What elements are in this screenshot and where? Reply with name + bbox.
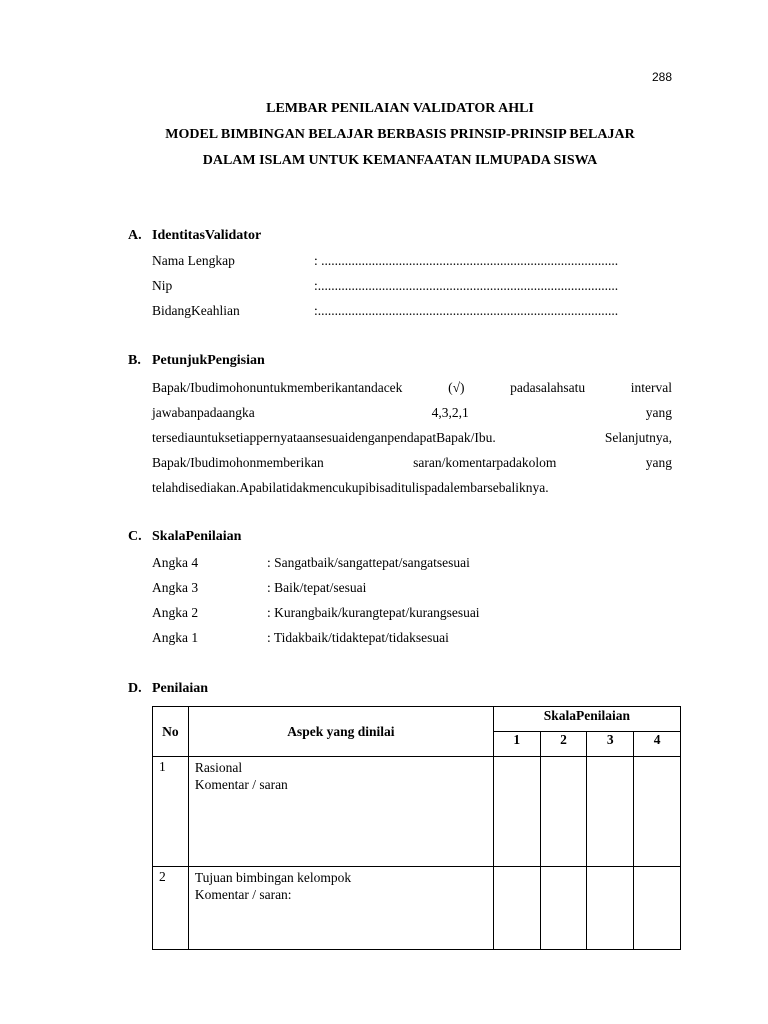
scale-col-1: 1: [493, 732, 540, 757]
instruction-word: Bapak/Ibudimohonuntukmemberikantandacek: [152, 380, 403, 395]
instruction-word: 4,3,2,1: [431, 405, 469, 420]
section-b-letter: B.: [128, 353, 141, 368]
instruction-word: (√): [448, 380, 465, 395]
instruction-line: [152, 379, 672, 404]
identity-label: BidangKeahlian: [152, 303, 240, 318]
section-b-heading: [128, 353, 265, 369]
identity-value: :.........................................................................................: [314, 278, 619, 293]
instruction-line: [152, 404, 672, 429]
score-cell-1[interactable]: [493, 757, 540, 867]
instruction-word: yang: [645, 405, 672, 420]
score-cell-3[interactable]: [587, 757, 634, 867]
instruction-word: Selanjutnya,: [604, 430, 672, 445]
assessment-table: [152, 706, 681, 950]
instruction-word: padasalahsatu: [510, 380, 586, 395]
instruction-word: tersediauntuksetiappernyataansesuaidenganpendapatBapak/Ibu.: [152, 430, 496, 445]
scale-col-4: 4: [634, 732, 681, 757]
row-number: 2: [153, 867, 189, 950]
section-c-letter: C.: [128, 529, 142, 544]
title-line-1: LEMBAR PENILAIAN VALIDATOR AHLI: [266, 101, 534, 116]
scale-col-2: 2: [540, 732, 587, 757]
section-a-heading: [128, 228, 261, 244]
identity-field-bidang: [152, 303, 618, 319]
instruction-line: [152, 429, 672, 454]
instruction-word: saran/komentarpadakolom: [413, 455, 557, 470]
col-header-no: No: [153, 707, 189, 757]
aspek-comment: Komentar / saran: [194, 777, 288, 792]
page-number: 288: [651, 70, 672, 84]
scale-col-3: 3: [587, 732, 634, 757]
title-line-3: DALAM ISLAM UNTUK KEMANFAATAN ILMUPADA SISWA: [202, 153, 598, 168]
row-number: 1: [153, 757, 189, 867]
instruction-line: [152, 479, 672, 504]
scale-item-2: [152, 605, 480, 621]
scale-desc: : Baik/tepat/sesuai: [267, 580, 367, 595]
table-row: [153, 867, 681, 950]
scale-item-4: [152, 555, 470, 571]
scale-label: Angka 2: [152, 605, 199, 620]
identity-label: Nip: [152, 278, 173, 293]
score-cell-1[interactable]: [493, 867, 540, 950]
score-cell-2[interactable]: [540, 867, 587, 950]
instruction-word: jawabanpadaangka: [152, 405, 255, 420]
scale-label: Angka 3: [152, 580, 199, 595]
scale-item-1: [152, 630, 449, 646]
aspek-title: Tujuan bimbingan kelompok: [194, 870, 352, 885]
instruction-word: yang: [645, 455, 672, 470]
section-d-heading: [128, 681, 208, 697]
score-cell-4[interactable]: [634, 867, 681, 950]
section-d-letter: D.: [128, 681, 142, 696]
section-d-title: Penilaian: [152, 681, 209, 696]
scale-item-3: [152, 580, 366, 596]
identity-field-name: [152, 253, 618, 269]
scale-desc: : Sangatbaik/sangattepat/sangatsesuai: [267, 555, 470, 570]
instruction-line: [152, 454, 672, 479]
scale-desc: : Kurangbaik/kurangtepat/kurangsesuai: [267, 605, 480, 620]
identity-value: : ........................................................................................: [314, 253, 619, 268]
document-title: [0, 101, 768, 179]
score-cell-3[interactable]: [587, 867, 634, 950]
aspek-title: Rasional: [194, 760, 243, 775]
section-a-letter: A.: [128, 228, 142, 243]
instruction-word: telahdisediakan.Apabilatidakmencukupibisaditulispadalembarsebaliknya.: [152, 480, 549, 495]
instruction-word: interval: [630, 380, 672, 395]
score-cell-4[interactable]: [634, 757, 681, 867]
scale-label: Angka 1: [152, 630, 199, 645]
title-line-2: MODEL BIMBINGAN BELAJAR BERBASIS PRINSIP-PRINSIP BELAJAR: [165, 127, 635, 142]
col-header-skala: SkalaPenilaian: [493, 707, 680, 732]
aspek-comment: Komentar / saran:: [194, 887, 292, 902]
instructions-paragraph: [152, 379, 672, 504]
scale-desc: : Tidakbaik/tidaktepat/tidaksesuai: [267, 630, 449, 645]
row-aspek: [188, 867, 493, 950]
section-c-heading: [128, 529, 241, 545]
section-a-title: IdentitasValidator: [152, 228, 262, 243]
instruction-word: Bapak/Ibudimohonmemberikan: [152, 455, 324, 470]
identity-label: Nama Lengkap: [152, 253, 235, 268]
row-aspek: [188, 757, 493, 867]
identity-value: :.........................................................................................: [314, 303, 619, 318]
table-row: [153, 757, 681, 867]
identity-field-nip: [152, 278, 618, 294]
col-header-aspek: Aspek yang dinilai: [188, 707, 493, 757]
scale-label: Angka 4: [152, 555, 199, 570]
score-cell-2[interactable]: [540, 757, 587, 867]
section-b-title: PetunjukPengisian: [152, 353, 265, 368]
section-c-title: SkalaPenilaian: [152, 529, 242, 544]
